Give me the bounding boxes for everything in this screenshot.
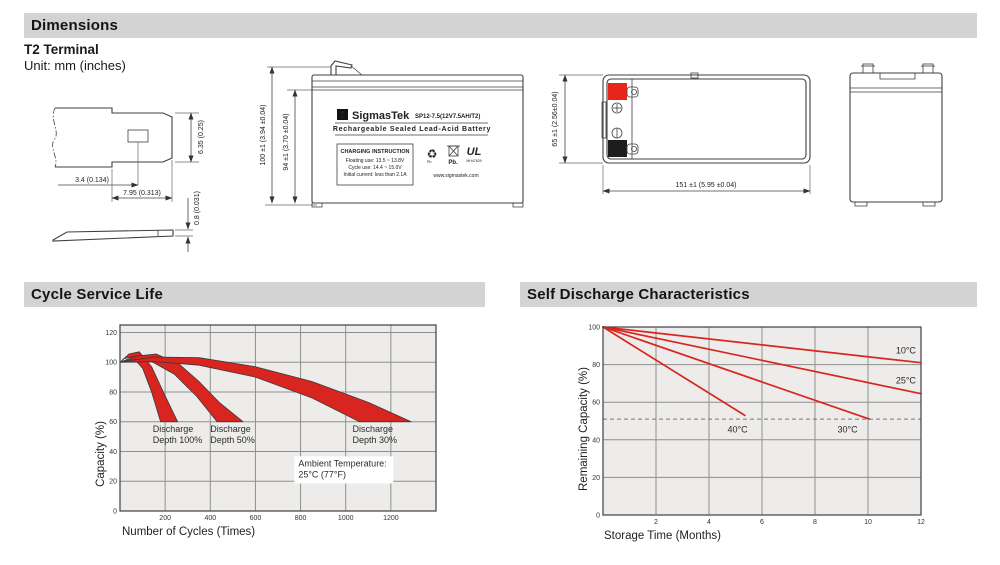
self-discharge-x-axis-label: Storage Time (Months) [604, 530, 721, 542]
self-discharge-header [520, 282, 977, 307]
dim-overall-height: 100 ±1 (3.94 ±0.04) [260, 104, 267, 166]
terminal-slot [128, 130, 148, 142]
dim-case-height: 94 ±1 (3.70 ±0.04) [283, 113, 290, 171]
svg-text:1000: 1000 [337, 515, 354, 522]
side-terminal-right [923, 64, 933, 73]
svg-text:Discharge: Discharge [210, 424, 251, 435]
svg-text:0: 0 [113, 508, 117, 516]
cycle-life-title: Cycle Service Life [31, 286, 164, 303]
dim-tab-height: 6.35 (0.25) [198, 120, 205, 154]
dim-tab-width: 7.95 (0.313) [123, 190, 161, 197]
charging-line3: Initial current: less than 2.1A [343, 172, 407, 178]
dim-slot-offset: 3.4 (0.134) [75, 177, 109, 184]
svg-text:600: 600 [249, 515, 262, 522]
dimensions-header [24, 13, 977, 38]
cycle-life-chart [85, 318, 450, 530]
svg-text:2: 2 [654, 519, 658, 526]
svg-text:6: 6 [760, 519, 764, 526]
svg-text:120: 120 [105, 329, 117, 337]
dimensions-title: Dimensions [31, 17, 119, 34]
battery-front-view [255, 52, 545, 220]
self-discharge-title: Self Discharge Characteristics [527, 286, 750, 303]
svg-text:80: 80 [592, 362, 600, 370]
bin-pb-label: Pb. [448, 160, 458, 166]
battery-top-view [548, 52, 833, 212]
svg-text:20: 20 [109, 478, 117, 486]
svg-text:40: 40 [109, 448, 117, 456]
self-discharge-chart [566, 317, 936, 529]
svg-text:200: 200 [159, 515, 171, 522]
charging-line1: Floating use: 13.5 ~ 13.8V [345, 158, 405, 164]
front-terminal-tab [331, 61, 352, 75]
svg-text:30°C: 30°C [837, 424, 858, 435]
side-foot-right [923, 202, 935, 206]
svg-text:12: 12 [917, 519, 925, 526]
svg-text:Depth 50%: Depth 50% [210, 435, 255, 446]
top-case-outline [602, 73, 810, 163]
ul-file-number: MH47629 [466, 159, 482, 163]
svg-text:400: 400 [204, 515, 217, 522]
brand-logo-glyph: Σ [339, 110, 346, 120]
side-terminal-left [863, 64, 873, 73]
svg-text:20: 20 [592, 474, 600, 482]
brand-name: SigmasTek [352, 110, 410, 122]
svg-text:1200: 1200 [383, 515, 399, 522]
website: www.sigmastek.com [433, 173, 479, 179]
svg-text:10: 10 [864, 519, 872, 526]
battery-side-view [845, 52, 965, 212]
svg-text:Depth 100%: Depth 100% [152, 435, 203, 446]
ul-mark-icon: UL [466, 146, 482, 158]
svg-text:100: 100 [105, 359, 117, 367]
cycle-life-y-axis-label: Capacity (%) [95, 421, 107, 487]
svg-text:40: 40 [592, 437, 600, 445]
unit-note: Unit: mm (inches) [24, 58, 126, 73]
svg-text:8: 8 [813, 519, 817, 526]
side-case-outline [850, 64, 942, 206]
svg-text:Ambient Temperature:: Ambient Temperature: [298, 458, 387, 469]
positive-symbol-icon [612, 103, 622, 113]
svg-text:4: 4 [707, 519, 711, 526]
svg-text:800: 800 [294, 515, 307, 522]
svg-text:Discharge: Discharge [152, 424, 194, 435]
model-number: SP12-7.5(12V7.5AH/T2) [415, 114, 481, 120]
svg-text:0: 0 [596, 512, 600, 520]
cycle-life-header [24, 282, 485, 307]
self-discharge-y-axis-label: Remaining Capacity (%) [578, 367, 590, 491]
svg-text:60: 60 [592, 399, 600, 407]
svg-text:40°C: 40°C [727, 424, 748, 435]
terminal-side-profile [53, 230, 173, 241]
charging-title: CHARGING INSTRUCTION [340, 149, 410, 155]
terminal-detail-drawing [25, 92, 260, 257]
dim-length: 151 ±1 (5.95 ±0.04) [675, 182, 737, 189]
svg-text:60: 60 [109, 419, 117, 427]
recycle-icon: ♻ [426, 147, 438, 161]
side-foot-left [855, 202, 867, 206]
dim-tab-thickness: 0.8 (0.031) [194, 191, 201, 225]
terminal-type-title: T2 Terminal [24, 42, 99, 57]
svg-text:25°C (77°F): 25°C (77°F) [298, 469, 347, 480]
svg-text:Discharge: Discharge [352, 424, 394, 435]
svg-text:80: 80 [109, 389, 117, 397]
battery-type-line: Rechargeable Sealed Lead-Acid Battery [332, 126, 492, 133]
cycle-life-x-axis-label: Number of Cycles (Times) [122, 526, 256, 538]
svg-text:100: 100 [588, 324, 600, 332]
charging-line2: Cycle use: 14.4 ~ 15.0V [348, 165, 402, 171]
dim-width: 65 ±1 (2.56±0.04) [552, 91, 559, 147]
recycle-pb-label: Pb. [427, 160, 433, 164]
svg-text:10°C: 10°C [895, 345, 916, 356]
svg-text:Depth 30%: Depth 30% [352, 435, 398, 446]
svg-text:25°C: 25°C [895, 375, 916, 386]
